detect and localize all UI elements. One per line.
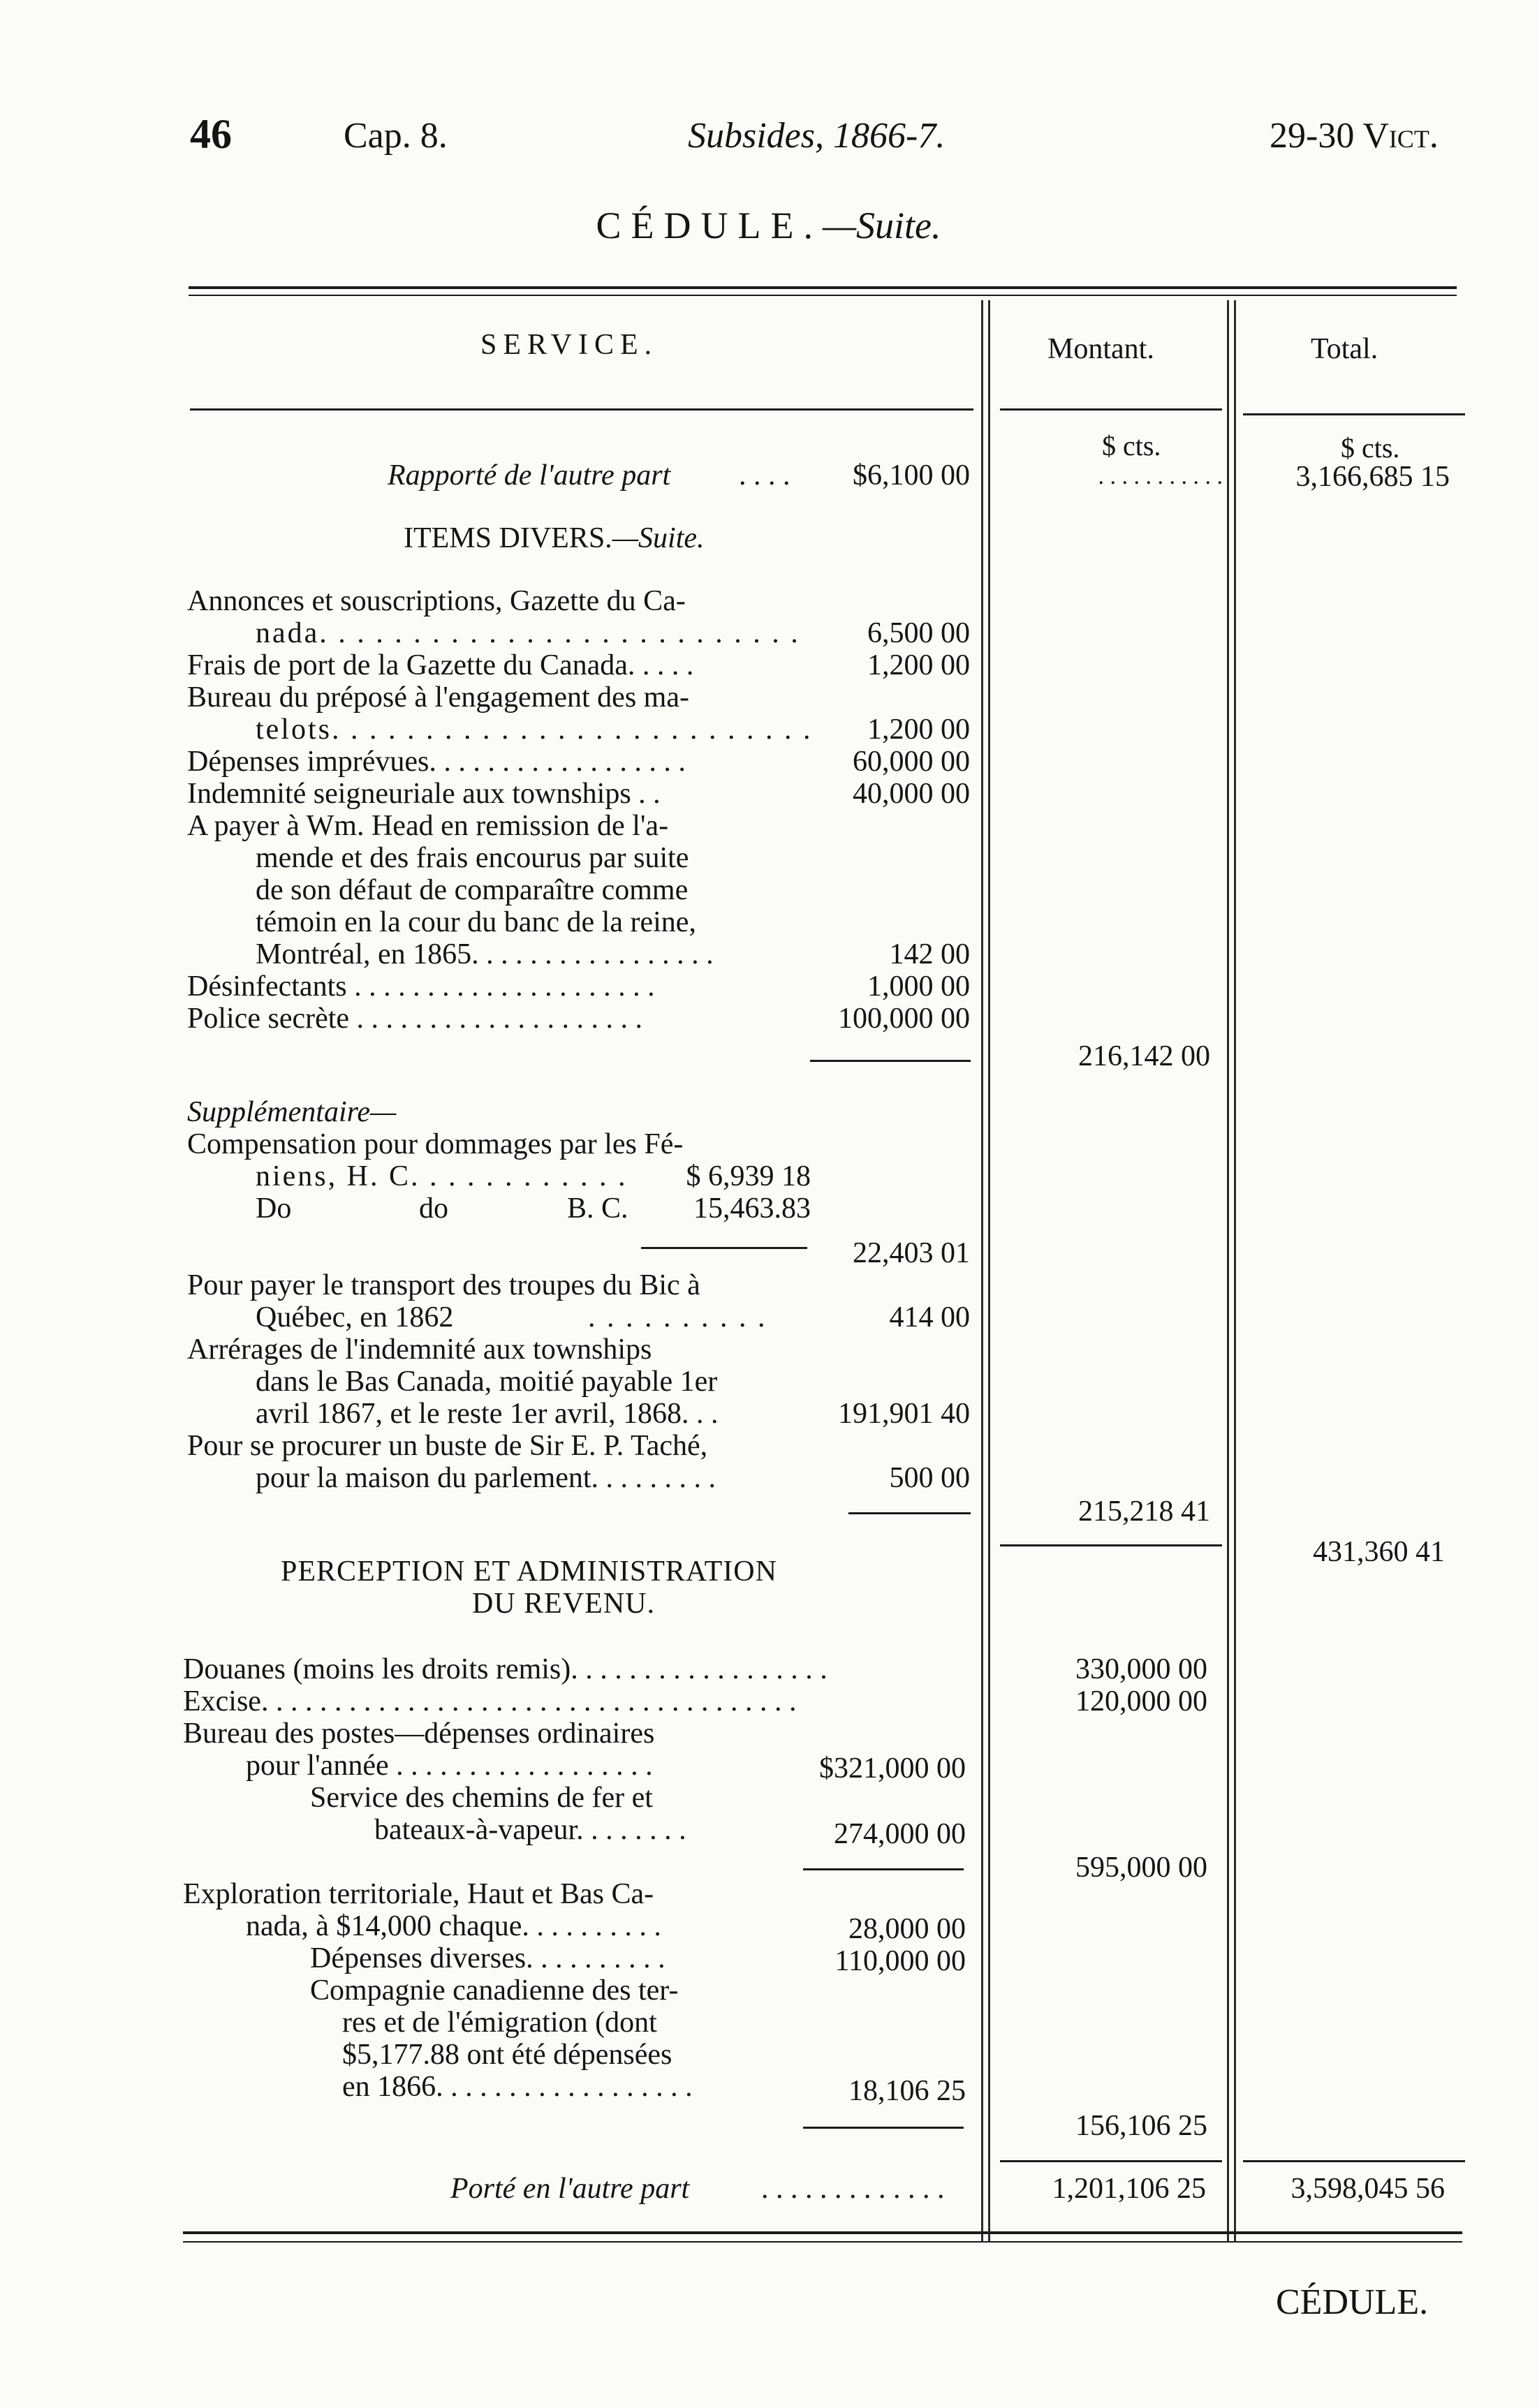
montant-value: 156,106 25 — [1075, 2110, 1207, 2142]
item-amount: 60,000 00 — [853, 746, 970, 778]
montant-value: 595,000 00 — [1075, 1852, 1207, 1884]
item-line: Do — [256, 1192, 292, 1225]
item-line: Excise. . . . . . . . . . . . . . . . . . . . . . . . . . . . . . . . . . . . . — [183, 1685, 797, 1718]
sum-rule — [1243, 2160, 1465, 2162]
item-line: pour la maison du parlement. . . . . . . . . — [256, 1462, 716, 1494]
sub-amount: $ 6,939 18 — [686, 1160, 811, 1192]
item-line: mende et des frais encourus par suite — [256, 842, 689, 874]
item-line: Arrérages de l'indemnité aux townships — [187, 1334, 652, 1366]
sum-rule — [848, 1512, 971, 1514]
footer-total: 3,598,045 56 — [1290, 2173, 1445, 2205]
item-amount: 1,200 00 — [867, 649, 970, 681]
column-header-montant: Montant. — [1047, 333, 1154, 365]
page-title: CÉDULE.—Suite. — [596, 205, 941, 246]
item-line: de son défaut de comparaître comme — [256, 874, 689, 906]
running-title: Subsides, 1866-7. — [688, 116, 946, 156]
item-line: Dépenses diverses. . . . . . . . . . — [310, 1942, 665, 1974]
item-line: B. C. — [567, 1192, 628, 1225]
sum-rule — [1000, 1544, 1222, 1546]
item-line: Police secrète . . . . . . . . . . . . . . . . . . . . — [187, 1003, 643, 1035]
item-amount: 110,000 00 — [834, 1945, 966, 1977]
sum-rule — [810, 1060, 971, 1062]
item-amount: 28,000 00 — [848, 1913, 966, 1945]
item-amount: 142 00 — [889, 938, 970, 970]
column-header-service: SERVICE. — [480, 329, 659, 361]
item-amount: 1,200 00 — [867, 714, 970, 746]
sum-rule — [803, 1868, 964, 1870]
header-rule — [1243, 413, 1465, 415]
item-line: en 1866. . . . . . . . . . . . . . . . . . — [342, 2071, 693, 2103]
item-amount: 40,000 00 — [853, 778, 970, 810]
carried-forward-label: Rapporté de l'autre part — [388, 459, 671, 492]
item-line: Désinfectants . . . . . . . . . . . . . . . . . . . . . — [187, 970, 655, 1003]
item-amount: 414 00 — [889, 1301, 970, 1334]
footer-montant: 1,201,106 25 — [1052, 2173, 1206, 2205]
item-line: res et de l'émigration (dont — [342, 2007, 657, 2039]
item-amount: 100,000 00 — [838, 1003, 970, 1035]
item-amount: 500 00 — [889, 1462, 970, 1494]
top-rule — [189, 286, 1457, 289]
item-amount: $321,000 00 — [819, 1752, 966, 1785]
item-line: Douanes (moins les droits remis). . . . . . . . . . . . . . . . . . — [183, 1653, 828, 1685]
item-line: Annonces et souscriptions, Gazette du Ca- — [187, 585, 686, 617]
column-header-total: Total. — [1311, 333, 1378, 365]
section-heading-perception-2: DU REVENU. — [472, 1588, 655, 1620]
item-line: Service des chemins de fer et — [310, 1782, 653, 1814]
item-line: A payer à Wm. Head en remission de l'a- — [187, 810, 669, 842]
item-line: Compagnie canadienne des ter- — [310, 1974, 679, 2007]
item-line: Frais de port de la Gazette du Canada. . . . . — [187, 649, 694, 681]
item-line: pour l'année . . . . . . . . . . . . . . . . . . — [246, 1750, 653, 1782]
header-rule — [1000, 408, 1222, 411]
sum-rule — [803, 2127, 964, 2129]
section-heading-perception: PERCEPTION ET ADMINISTRATION — [281, 1556, 777, 1588]
montant-value: 120,000 00 — [1075, 1685, 1207, 1718]
section-heading-items-divers: ITEMS DIVERS.—Suite. — [404, 522, 705, 554]
item-amount: 22,403 01 — [853, 1237, 970, 1269]
carried-forward-montant: . . . . . . . . . . . — [1098, 464, 1223, 489]
item-line: Pour se procurer un buste de Sir E. P. Taché, — [187, 1430, 708, 1462]
item-line: $5,177.88 ont été dépensées — [342, 2039, 672, 2071]
catchword: CÉDULE. — [1276, 2282, 1429, 2322]
section-subtotal: 215,218 41 — [1078, 1495, 1210, 1528]
column-rule — [981, 300, 983, 2241]
item-line: témoin en la cour du banc de la reine, — [256, 906, 696, 938]
item-line: Exploration territoriale, Haut et Bas Ca- — [183, 1878, 654, 1910]
item-line: do — [419, 1192, 448, 1225]
leader-dots: . . . . — [739, 459, 790, 492]
sum-rule — [1000, 2160, 1222, 2162]
item-line: Pour payer le transport des troupes du Bic à — [187, 1269, 700, 1301]
item-amount: 18,106 25 — [848, 2075, 966, 2107]
item-amount: 191,901 40 — [838, 1398, 970, 1430]
item-line: Indemnité seigneuriale aux townships . . — [187, 778, 661, 810]
item-line: Montréal, en 1865. . . . . . . . . . . . . . . . . — [256, 938, 714, 970]
section-heading-supplementaire: Supplémentaire— — [187, 1096, 397, 1128]
carried-forward-total: 3,166,685 15 — [1295, 461, 1450, 493]
item-line: nada. . . . . . . . . . . . . . . . . . . . . . . . . . — [256, 617, 800, 649]
total-unit: $ cts. — [1341, 432, 1400, 464]
page-number: 46 — [190, 111, 232, 157]
carried-forward-amount: $6,100 00 — [853, 459, 970, 492]
header-rule — [190, 408, 973, 411]
item-line: avril 1867, et le reste 1er avril, 1868. . . — [256, 1398, 719, 1430]
top-rule-thin — [189, 295, 1457, 296]
sub-amount: 15,463.83 — [693, 1192, 811, 1225]
item-amount: 274,000 00 — [834, 1818, 966, 1850]
montant-value: 330,000 00 — [1075, 1653, 1207, 1685]
item-line: nada, à $14,000 chaque. . . . . . . . . . — [246, 1910, 661, 1942]
item-line: telots. . . . . . . . . . . . . . . . . . . . . . . . . . — [256, 714, 813, 746]
carried-to-label: Porté en l'autre part — [450, 2173, 690, 2205]
section-total: 431,360 41 — [1313, 1536, 1445, 1568]
item-amount: 1,000 00 — [867, 970, 970, 1003]
item-line: niens, H. C. . . . . . . . . . . . — [256, 1160, 628, 1192]
item-line: Québec, en 1862 — [256, 1301, 454, 1334]
column-rule — [1234, 300, 1236, 2241]
item-line: bateaux-à-vapeur. . . . . . . . — [374, 1814, 686, 1846]
montant-unit: $ cts. — [1102, 430, 1161, 461]
item-amount: 6,500 00 — [867, 617, 970, 649]
item-line: Dépenses imprévues. . . . . . . . . . . . . . . . . . — [187, 746, 686, 778]
bottom-rule-thin — [183, 2241, 1462, 2243]
leader-dots: . . . . . . . . . . — [588, 1301, 767, 1334]
leader-dots: . . . . . . . . . . . . . — [761, 2173, 945, 2205]
item-line: Bureau du préposé à l'engagement des ma- — [187, 681, 689, 714]
item-line: Compensation pour dommages par les Fé- — [187, 1128, 684, 1160]
item-line: dans le Bas Canada, moitié payable 1er — [256, 1366, 718, 1398]
chapter-label: Cap. 8. — [344, 116, 448, 156]
column-rule — [988, 300, 990, 2241]
sum-rule — [641, 1247, 807, 1249]
column-rule — [1227, 300, 1229, 2241]
section-subtotal: 216,142 00 — [1078, 1040, 1210, 1072]
item-line: Bureau des postes—dépenses ordinaires — [183, 1718, 655, 1750]
reign-label: 29-30 Vict. — [1270, 116, 1439, 156]
bottom-rule — [183, 2231, 1462, 2234]
